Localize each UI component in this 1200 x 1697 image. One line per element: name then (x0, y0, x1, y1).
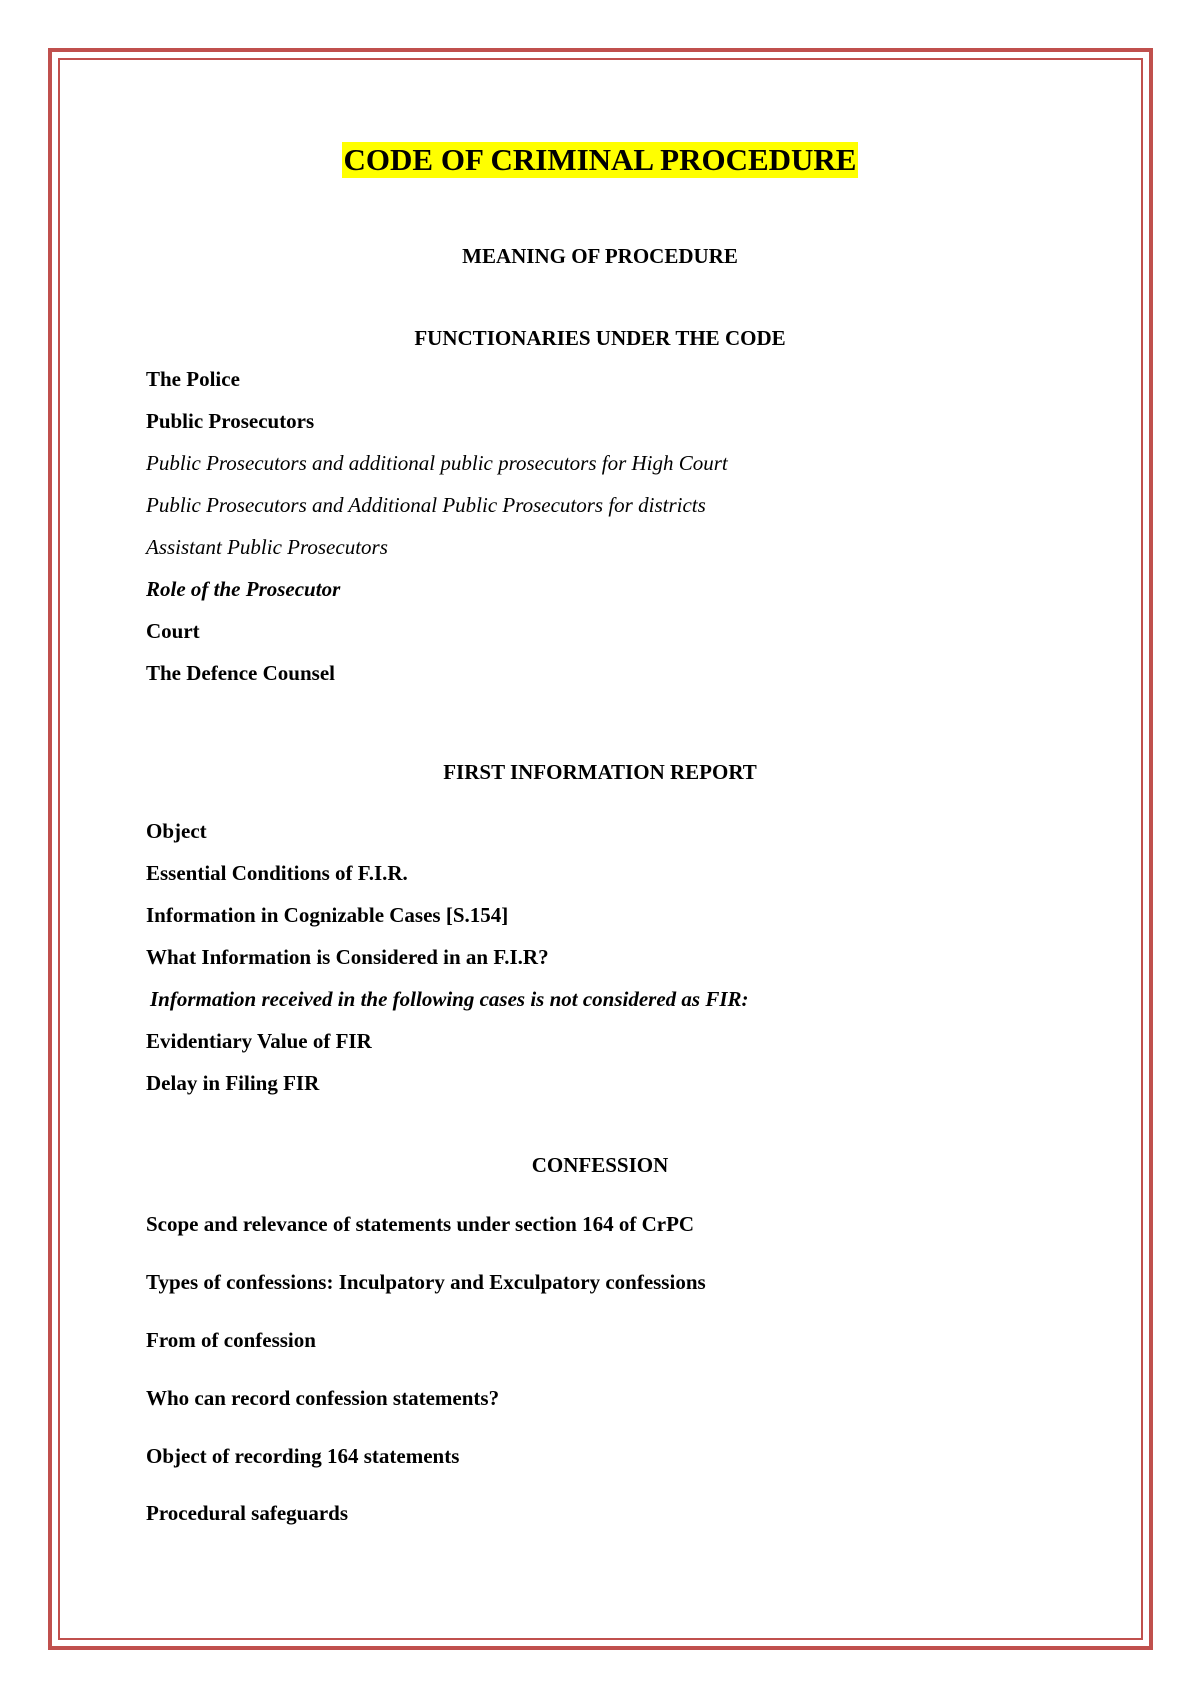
heading-confession: CONFESSION (531, 1153, 669, 1177)
confession-item-scope: Scope and relevance of statements under section 164 of CrPC (146, 1212, 695, 1236)
document-title: CODE OF CRIMINAL PROCEDURE (343, 142, 857, 177)
functionaries-item-pp-districts: Public Prosecutors and Additional Public Prosecutors for districts (146, 493, 706, 517)
confession-item-object: Object of recording 164 statements (146, 1444, 460, 1468)
confession-item-safeguards: Procedural safeguards (146, 1501, 349, 1525)
confession-item-who-can-record: Who can record confession statements? (146, 1386, 500, 1410)
fir-item-essential-conditions: Essential Conditions of F.I.R. (146, 861, 408, 885)
fir-item-evidentiary-value: Evidentiary Value of FIR (146, 1029, 372, 1053)
functionaries-item-defence-counsel: The Defence Counsel (146, 661, 335, 685)
functionaries-item-pp-high-court: Public Prosecutors and additional public prosecutors for High Court (146, 451, 728, 475)
functionaries-item-role-of-prosecutor: Role of the Prosecutor (146, 577, 341, 601)
functionaries-item-assistant-pp: Assistant Public Prosecutors (146, 535, 388, 559)
fir-item-what-information: What Information is Considered in an F.I.R? (146, 945, 549, 969)
functionaries-item-police: The Police (146, 367, 240, 391)
confession-item-types: Types of confessions: Inculpatory and Exculpatory confessions (146, 1270, 706, 1294)
heading-first-information-report: FIRST INFORMATION REPORT (443, 760, 757, 784)
confession-item-form: From of confession (146, 1328, 316, 1352)
fir-item-object: Object (146, 819, 207, 843)
functionaries-item-court: Court (146, 619, 200, 643)
heading-functionaries: FUNCTIONARIES UNDER THE CODE (414, 326, 786, 350)
title-wrap (0, 142, 1200, 178)
fir-item-delay: Delay in Filing FIR (146, 1071, 320, 1095)
fir-item-not-considered: Information received in the following cases is not considered as FIR: (150, 987, 749, 1011)
fir-item-cognizable-cases: Information in Cognizable Cases [S.154] (146, 903, 509, 927)
functionaries-item-public-prosecutors: Public Prosecutors (146, 409, 315, 433)
heading-meaning-of-procedure: MEANING OF PROCEDURE (462, 244, 738, 268)
